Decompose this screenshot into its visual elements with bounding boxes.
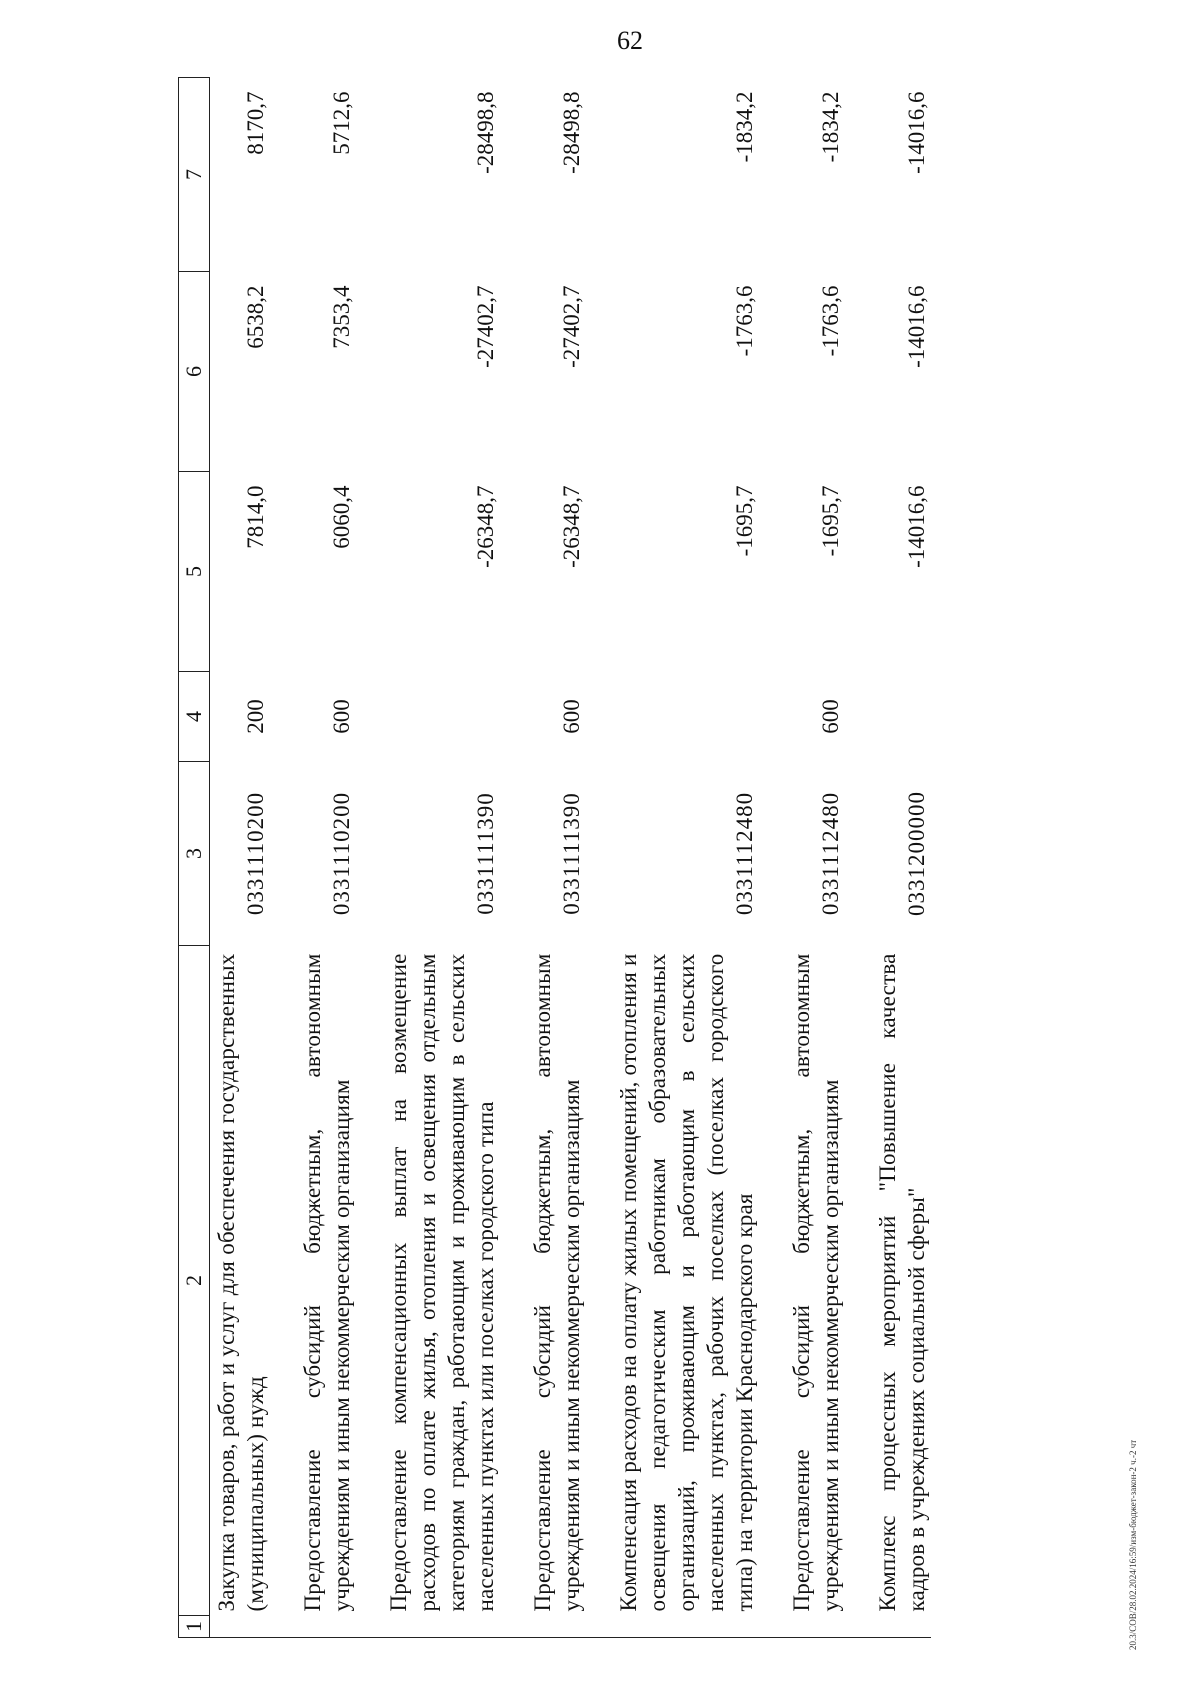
- cell-amount-col7: -28498,8: [473, 91, 498, 174]
- header-col-6: 6: [179, 272, 210, 472]
- header-col-1: 1: [179, 1616, 210, 1638]
- table-row: [356, 78, 500, 1638]
- cell-amount-col7: -14016,6: [904, 91, 929, 174]
- cell-description: Предоставление субсидий бюджетным, автономным учреждениям и иным некоммерческим организациям: [300, 953, 354, 1612]
- cell-expense-type: [356, 672, 500, 762]
- cell-code: 0331110200: [243, 791, 268, 916]
- cell-amount-col7: 5712,6: [329, 91, 354, 155]
- page-number: 62: [617, 26, 643, 55]
- cell-code: 0331200000: [904, 791, 929, 916]
- cell-amount-col5: 6060,4: [329, 485, 354, 549]
- cell-amount-col7: -1834,2: [732, 91, 757, 163]
- cell-col-1: [270, 1616, 356, 1638]
- header-col-3: 3: [179, 762, 210, 946]
- table-row: [210, 78, 271, 1638]
- footer-file-mark: [1128, 760, 1148, 1660]
- cell-expense-type: 600: [559, 699, 584, 734]
- table-row: [500, 78, 586, 1638]
- cell-code: 0331111390: [559, 792, 584, 915]
- cell-amount-col6: 6538,2: [243, 285, 268, 349]
- cell-code: 0331111390: [473, 792, 498, 915]
- cell-description: Предоставление субсидий бюджетным, автономным учреждениям и иным некоммерческим организациям: [530, 953, 584, 1612]
- cell-col-1: [356, 1616, 500, 1638]
- cell-col-1: [845, 1616, 931, 1638]
- cell-amount-col6: -14016,6: [904, 285, 929, 368]
- cell-amount-col7: -1834,2: [818, 91, 843, 163]
- cell-amount-col6: 7353,4: [329, 285, 354, 349]
- header-col-7: 7: [179, 78, 210, 272]
- cell-amount-col5: -1695,7: [818, 485, 843, 557]
- header-col-5: 5: [179, 472, 210, 672]
- cell-amount-col6: -1763,6: [732, 285, 757, 357]
- table-row: [586, 78, 759, 1638]
- cell-amount-col5: -26348,7: [473, 485, 498, 568]
- cell-amount-col5: -26348,7: [559, 485, 584, 568]
- cell-expense-type: [586, 672, 759, 762]
- cell-col-1: [210, 1616, 271, 1638]
- budget-table: [178, 77, 931, 1638]
- table-header-row: [179, 78, 210, 1638]
- cell-amount-col5: -1695,7: [732, 485, 757, 557]
- table-body: [210, 78, 932, 1638]
- cell-amount-col5: 7814,0: [243, 485, 268, 549]
- table-row: [845, 78, 931, 1638]
- cell-amount-col7: 8170,7: [243, 91, 268, 155]
- cell-amount-col7: -28498,8: [559, 91, 584, 174]
- footer-file-mark-text: 20.3/СОВ/28.02.2024/16:59/изм-бюджет-закон-2 ч.-2 чт: [1128, 1439, 1138, 1650]
- table-rotated-wrapper: [178, 78, 1058, 1638]
- table-row: [759, 78, 845, 1638]
- cell-amount-col6: -27402,7: [559, 285, 584, 368]
- cell-amount-col6: -1763,6: [818, 285, 843, 357]
- cell-code: 0331110200: [329, 791, 354, 916]
- cell-description: Закупка товаров, работ и услуг для обеспечения государственных (муниципальных) нужд: [214, 953, 268, 1612]
- header-col-2: 2: [179, 946, 210, 1616]
- cell-code: 0331112480: [818, 791, 843, 916]
- cell-expense-type: 600: [818, 699, 843, 734]
- cell-description: Компенсация расходов на оплату жилых помещений, отопления и освещения педагогическим работникам образовательных организаций, проживающим и работающим в сельских населенных пунктах, рабочих поселках (поселках городского типа) на территории Краснодарского края: [616, 953, 757, 1612]
- cell-description: Комплекс процессных мероприятий "Повышение качества кадров в учреждениях социальной сферы": [875, 953, 929, 1612]
- cell-amount-col5: -14016,6: [904, 485, 929, 568]
- cell-expense-type: 200: [243, 699, 268, 734]
- cell-expense-type: [845, 672, 931, 762]
- cell-col-1: [586, 1616, 759, 1638]
- cell-description: Предоставление компенсационных выплат на возмещение расходов по оплате жилья, отопления и освещения отдельным категориям граждан, работающим и проживающим в сельских населенных пунктах или поселках городского типа: [386, 953, 498, 1612]
- table-rotated-inner: [178, 78, 1058, 1638]
- cell-description: Предоставление субсидий бюджетным, автономным учреждениям и иным некоммерческим организациям: [789, 953, 843, 1612]
- cell-col-1: [500, 1616, 586, 1638]
- cell-code: 0331112480: [732, 791, 757, 916]
- header-col-4: 4: [179, 672, 210, 762]
- table-row: [270, 78, 356, 1638]
- cell-expense-type: 600: [329, 699, 354, 734]
- cell-col-1: [759, 1616, 845, 1638]
- cell-amount-col6: -27402,7: [473, 285, 498, 368]
